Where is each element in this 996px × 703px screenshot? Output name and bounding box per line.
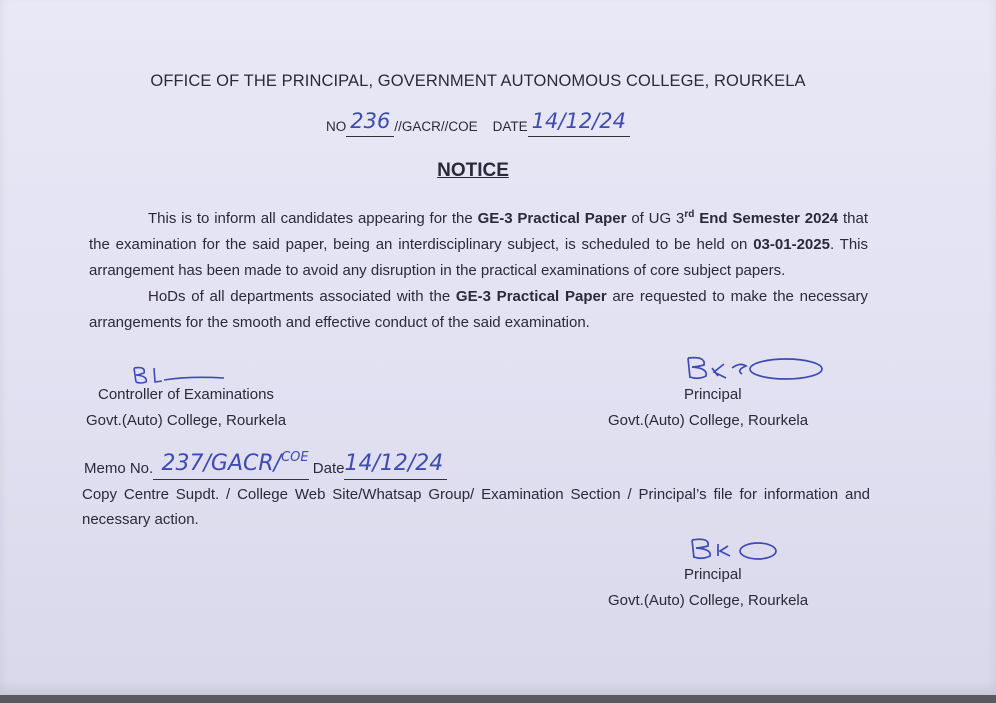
copy-to-text: Copy Centre Supdt. / College Web Site/Whatsap Group/ Examination Section / Principal’s file for information and necessary action. [82, 486, 870, 528]
memo-date-field [344, 451, 447, 480]
no-label: NO [326, 119, 347, 134]
footer-principal-title: Principal [684, 566, 742, 583]
notice-body [89, 202, 868, 336]
footer-signature-mark [688, 534, 780, 562]
office-heading: OFFICE OF THE PRINCIPAL, GOVERNMENT AUTONOMOUS COLLEGE, ROURKELA [150, 72, 806, 90]
coe-org: Govt.(Auto) College, Rourkela [86, 412, 287, 429]
paragraph-2: HoDs of all departments associated with the GE-3 Practical Paper are requested to make the necessary arrangements for the smooth and effective conduct of the said examination. [89, 288, 868, 331]
memo-handwritten-suffix: COE [281, 450, 309, 465]
table-surface-edge [0, 695, 996, 703]
memo-handwritten-date: 14/12/24 [344, 451, 444, 476]
paragraph-1: This is to inform all candidates appearing for the GE-3 Practical Paper of UG 3rd End Semester 2024 that the examination for the said paper, being an interdisciplinary subject, is scheduled to be held on 03-01-2025. This arrangement has been made to avoid any disruption in the practical examinations of core subject papers. [89, 209, 868, 279]
no-suffix: //GACR//COE [394, 119, 478, 134]
memo-line [84, 450, 447, 480]
no-field [346, 109, 394, 137]
reference-line [0, 109, 956, 137]
principal-signature-mark [684, 352, 826, 382]
principal-org: Govt.(Auto) College, Rourkela [608, 412, 809, 429]
notice-title: NOTICE [437, 160, 509, 181]
no-handwritten-value: 236 [350, 109, 391, 133]
date-label: DATE [492, 119, 528, 134]
coe-signature-mark [128, 364, 228, 386]
memo-number-field [153, 450, 309, 480]
memo-label: Memo No. [84, 460, 154, 477]
coe-title: Controller of Examinations [98, 386, 274, 403]
date-field [528, 109, 630, 137]
principal-title: Principal [684, 386, 742, 403]
date-handwritten-value: 14/12/24 [531, 109, 626, 133]
memo-handwritten-number: 237/GACR/ [161, 451, 282, 476]
memo-date-label: Date [312, 460, 345, 477]
footer-principal-org: Govt.(Auto) College, Rourkela [608, 592, 809, 609]
